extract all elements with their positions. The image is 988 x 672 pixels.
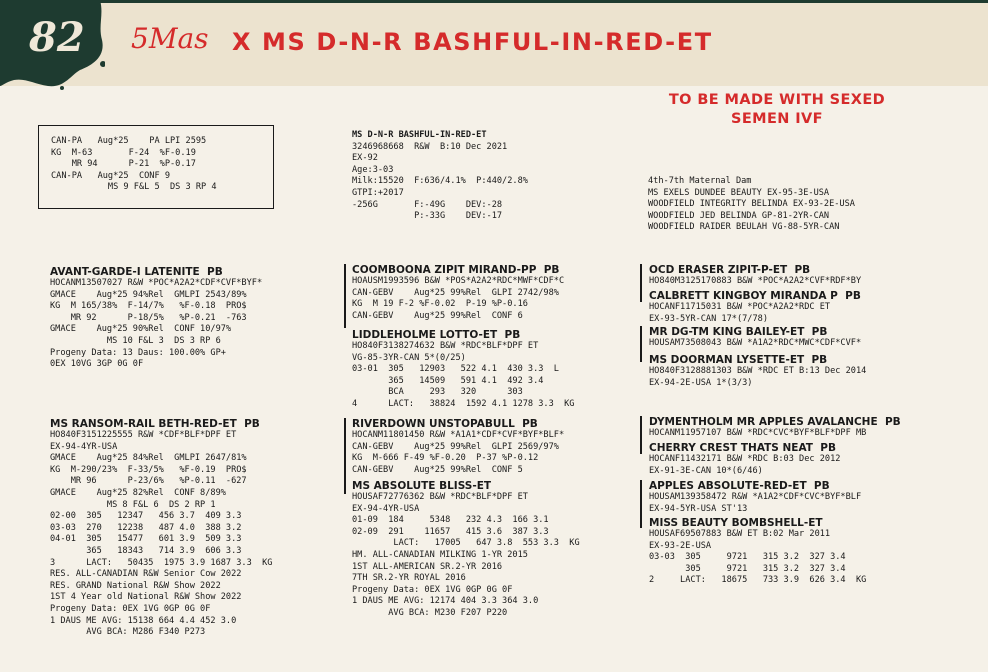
dam-line: 3 LACT: 50435 1975 3.9 1687 3.3 KG xyxy=(50,557,273,568)
animal-line: KG M 19 F-2 %F-0.02 P-19 %P-0.16 xyxy=(352,299,528,310)
ancestor-block xyxy=(649,264,861,288)
dam-line: EX-94-4YR-USA xyxy=(50,441,118,452)
animal-name: CALBRETT KINGBOY MIRANDA P PB xyxy=(649,290,861,302)
subject-line: EX-92 xyxy=(352,153,378,164)
animal-line: KG M-666 F-49 %F-0.20 P-37 %P-0.12 xyxy=(352,453,539,464)
animal-line: 1 DAUS ME AVG: 12174 404 3.3 364 3.0 xyxy=(352,596,539,607)
animal-line: CAN-GEBV Aug*25 99%Rel CONF 5 xyxy=(352,464,523,475)
index-line: MR 94 P-21 %P-0.17 xyxy=(51,159,196,170)
animal-name: LIDDLEHOLME LOTTO-ET PB xyxy=(352,329,521,341)
animal-line: 2 LACT: 18675 733 3.9 626 3.4 KG xyxy=(649,575,867,586)
animal-line: HOUSAF69507883 B&W ET B:02 Mar 2011 xyxy=(649,529,831,539)
dam-line: RES. GRAND National R&W Show 2022 xyxy=(50,580,221,591)
index-line: MS 9 F&L 5 DS 3 RP 4 xyxy=(51,182,217,193)
dam-line: Progeny Data: 0EX 1VG 0GP 0G 0F xyxy=(50,603,211,614)
sire-line: MR 92 P-18/5% %P-0.21 -763 xyxy=(50,312,247,323)
animal-name: CHERRY CREST THATS NEAT PB xyxy=(649,442,836,454)
animal-line: HOCANM11957107 B&W *RDC*CVC*BYF*BLF*DPF MB xyxy=(649,428,867,438)
index-line: KG M-63 F-24 %F-0.19 xyxy=(51,147,196,158)
index-line: CAN-PA Aug*25 CONF 9 xyxy=(51,170,170,181)
animal-line: 305 9721 315 3.2 327 3.4 xyxy=(649,563,846,574)
dam-line: KG M-290/23% F-33/5% %F-0.19 PRO$ xyxy=(50,464,247,475)
animal-line: 7TH SR.2-YR ROYAL 2016 xyxy=(352,573,466,584)
subject-block xyxy=(352,130,528,223)
sire-line: KG M 165/38% F-14/7% %F-0.18 PRO$ xyxy=(50,301,247,312)
dam-line: 1ST 4 Year old National R&W Show 2022 xyxy=(50,592,242,603)
dam-of-dam-block xyxy=(352,480,580,620)
sire-line: GMACE Aug*25 90%Rel CONF 10/97% xyxy=(50,324,232,335)
maternal-dams-block xyxy=(648,176,855,234)
sire-of-sire-block xyxy=(352,264,564,322)
sire-line: GMACE Aug*25 94%Rel GMLPI 2543/89% xyxy=(50,289,247,300)
animal-line: HO840M3125170883 B&W *POC*A2A2*CVF*RDF*BY xyxy=(649,276,862,286)
ancestor-block xyxy=(649,416,901,440)
animal-name: MS DOORMAN LYSETTE-ET PB xyxy=(649,354,828,366)
animal-line: 4 LACT: 38824 1592 4.1 1278 3.3 KG xyxy=(352,398,575,409)
index-line: CAN-PA Aug*25 PA LPI 2595 xyxy=(51,136,207,146)
maternal-line: 4th-7th Maternal Dam xyxy=(648,176,752,186)
maternal-line: WOODFIELD JED BELINDA GP-81-2YR-CAN xyxy=(648,210,830,221)
animal-line: 02-09 291 11657 415 3.6 387 3.3 xyxy=(352,526,549,537)
subject-line: Age:3-03 xyxy=(352,164,394,175)
subject-line: Milk:15520 F:636/4.1% P:440/2.8% xyxy=(352,176,528,187)
ancestor-block xyxy=(649,517,866,587)
animal-line: 01-09 184 5348 232 4.3 166 3.1 xyxy=(352,515,549,526)
page-title: X MS D-N-R BASHFUL-IN-RED-ET xyxy=(232,28,713,56)
animal-name: MS ABSOLUTE BLISS-ET xyxy=(352,480,492,492)
animal-name: OCD ERASER ZIPIT-P-ET PB xyxy=(649,264,811,276)
animal-line: Progeny Data: 0EX 1VG 0GP 0G 0F xyxy=(352,584,513,595)
dam-line: 04-01 305 15477 601 3.9 509 3.3 xyxy=(50,534,242,545)
animal-line: HO840F3138274632 B&W *RDC*BLF*DPF ET xyxy=(352,341,539,351)
ancestor-block xyxy=(649,480,861,515)
ancestor-block xyxy=(649,326,861,350)
dam-line: HO840F3151225555 R&W *CDF*BLF*DPF ET xyxy=(50,430,237,440)
animal-line: AVG BCA: M230 F207 P220 xyxy=(352,607,508,618)
top-rule xyxy=(0,0,988,3)
ancestor-block xyxy=(649,442,840,477)
animal-line: CAN-GEBV Aug*25 99%Rel CONF 6 xyxy=(352,310,523,321)
animal-line: 03-01 305 12903 522 4.1 430 3.3 L xyxy=(352,364,559,375)
sire-of-dam-block xyxy=(352,418,564,476)
animal-line: HO840F3128881303 B&W *RDC ET B:13 Dec 2014 xyxy=(649,366,867,376)
animal-line: EX-93-2E-USA xyxy=(649,540,712,551)
sire-line: 0EX 10VG 3GP 0G 0F xyxy=(50,359,144,370)
animal-line: LACT: 17005 647 3.8 553 3.3 KG xyxy=(352,538,580,549)
dam-line: 365 18343 714 3.9 606 3.3 xyxy=(50,545,242,556)
animal-line: HOUSAM73508043 B&W *A1A2*RDC*MWC*CDF*CVF* xyxy=(649,338,862,348)
animal-name: MISS BEAUTY BOMBSHELL-ET xyxy=(649,517,823,529)
animal-line: HOAUSM1993596 B&W *POS*A2A2*RDC*MWF*CDF*C xyxy=(352,276,565,286)
animal-line: HOCANM11801450 R&W *A1A1*CDF*CVF*BYF*BLF* xyxy=(352,430,565,440)
maternal-line: WOODFIELD INTEGRITY BELINDA EX-93-2E-USA xyxy=(648,199,855,210)
animal-line: EX-94-4YR-USA xyxy=(352,503,420,514)
sire-line: MS 10 F&L 3 DS 3 RP 6 xyxy=(50,335,221,346)
dam-line: MR 96 P-23/6% %P-0.11 -627 xyxy=(50,476,247,487)
pedigree-bracket xyxy=(344,264,346,328)
sire-name: AVANT-GARDE-I LATENITE PB xyxy=(50,266,223,278)
subject-line: GTPI:+2017 xyxy=(352,187,404,198)
animal-name: COOMBOONA ZIPIT MIRAND-PP PB xyxy=(352,264,560,276)
animal-line: HOCANF11715031 B&W *POC*A2A2*RDC ET xyxy=(649,302,831,312)
animal-name: DYMENTHOLM MR APPLES AVALANCHE PB xyxy=(649,416,901,428)
pedigree-bracket xyxy=(640,416,642,454)
animal-name: MR DG-TM KING BAILEY-ET PB xyxy=(649,326,828,338)
animal-line: HM. ALL-CANADIAN MILKING 1-YR 2015 xyxy=(352,549,528,560)
maternal-line: MS EXELS DUNDEE BEAUTY EX-95-3E-USA xyxy=(648,187,830,198)
animal-line: HOUSAF72776362 B&W *RDC*BLF*DPF ET xyxy=(352,492,528,502)
animal-line: CAN-GEBV Aug*25 99%Rel GLPI 2569/97% xyxy=(352,441,559,452)
pedigree-bracket xyxy=(640,326,642,362)
animal-line: EX-91-3E-CAN 10*(6/46) xyxy=(649,465,763,476)
brand-logo: 5Mas xyxy=(131,22,209,55)
ancestor-block xyxy=(649,290,861,325)
animal-line: HOCANF11432171 B&W *RDC B:03 Dec 2012 xyxy=(649,454,841,464)
subject-line: 3246968668 R&W B:10 Dec 2021 xyxy=(352,141,508,152)
dam-line: GMACE Aug*25 82%Rel CONF 8/89% xyxy=(50,487,226,498)
animal-name: RIVERDOWN UNSTOPABULL PB xyxy=(352,418,538,430)
animal-name: APPLES ABSOLUTE-RED-ET PB xyxy=(649,480,830,492)
pedigree-bracket xyxy=(640,264,642,302)
animal-line: 1ST ALL-AMERICAN SR.2-YR 2016 xyxy=(352,561,503,572)
animal-line: EX-93-5YR-CAN 17*(7/78) xyxy=(649,313,768,324)
dam-line: MS 8 F&L 6 DS 2 RP 1 xyxy=(50,499,216,510)
animal-line: EX-94-5YR-USA ST'13 xyxy=(649,503,748,514)
dam-line: AVG BCA: M286 F340 P273 xyxy=(50,627,206,638)
dam-line: 03-03 270 12238 487 4.0 388 3.2 xyxy=(50,522,242,533)
dam-line: 1 DAUS ME AVG: 15138 664 4.4 452 3.0 xyxy=(50,615,237,626)
animal-line: HOUSAM139358472 R&W *A1A2*CDF*CVC*BYF*BLF xyxy=(649,492,862,502)
sire-block xyxy=(50,266,262,371)
sire-line: Progeny Data: 13 Daus: 100.00% GP+ xyxy=(50,347,226,358)
animal-line: 365 14509 591 4.1 492 3.4 xyxy=(352,375,544,386)
animal-line: VG-85-3YR-CAN 5*(0/25) xyxy=(352,352,466,363)
subject-name: MS D-N-R BASHFUL-IN-RED-ET xyxy=(352,130,487,140)
maternal-line: WOODFIELD RAIDER BEULAH VG-88-5YR-CAN xyxy=(648,222,840,233)
dam-line: 02-00 305 12347 456 3.7 409 3.3 xyxy=(50,511,242,522)
dam-name: MS RANSOM-RAIL BETH-RED-ET PB xyxy=(50,418,260,430)
pedigree-bracket xyxy=(640,480,642,528)
subject-line: -256G F:-49G DEV:-28 xyxy=(352,199,503,210)
sire-line: HOCANM13507027 R&W *POC*A2A2*CDF*CVF*BYF* xyxy=(50,278,263,288)
animal-line: BCA 293 320 303 xyxy=(352,387,523,398)
genetic-index-box xyxy=(38,125,274,209)
dam-block xyxy=(50,418,272,639)
lot-number: 82 xyxy=(29,14,85,61)
ancestor-block xyxy=(649,354,866,389)
pedigree-bracket xyxy=(344,418,346,494)
dam-line: RES. ALL-CANADIAN R&W Senior Cow 2022 xyxy=(50,569,242,580)
animal-line: CAN-GEBV Aug*25 99%Rel GLPI 2742/98% xyxy=(352,287,559,298)
sexed-semen-note: TO BE MADE WITH SEXED SEMEN IVF xyxy=(668,92,886,127)
dam-of-sire-block xyxy=(352,329,574,411)
animal-line: EX-94-2E-USA 1*(3/3) xyxy=(649,377,753,388)
subject-line: P:-33G DEV:-17 xyxy=(352,211,503,222)
animal-line: 03-03 305 9721 315 3.2 327 3.4 xyxy=(649,552,846,563)
dam-line: GMACE Aug*25 84%Rel GMLPI 2647/81% xyxy=(50,453,247,464)
